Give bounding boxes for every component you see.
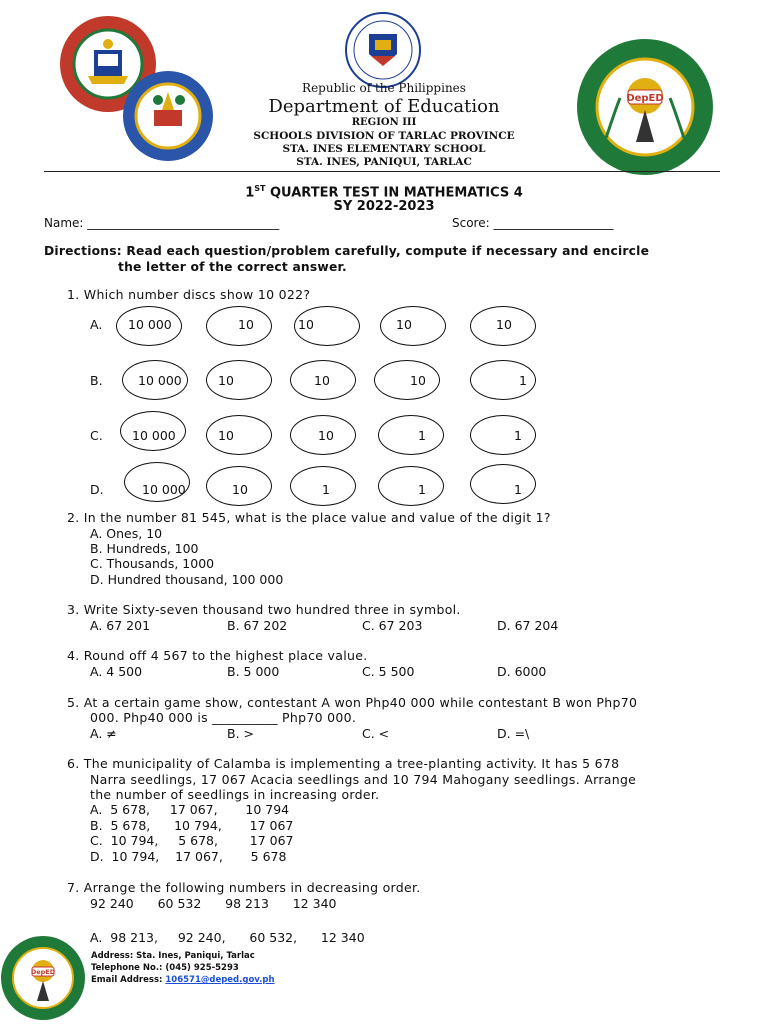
question-2: 2. In the number 81 545, what is the place value and value of the digit 1? (67, 510, 551, 525)
q4-option-d[interactable]: D. 6000 (497, 664, 547, 679)
directions-line-1: Directions: Read each question/problem carefully, compute if necessary and encircle (44, 244, 650, 258)
q7-option-a[interactable]: A. 98 213, 92 240, 60 532, 12 340 (90, 930, 365, 945)
footer-address: Address: Sta. Ines, Paniqui, Tarlac (91, 951, 255, 961)
q5-option-d[interactable]: D. =\ (497, 726, 530, 741)
q3-option-b[interactable]: B. 67 202 (227, 618, 288, 633)
q1-option-a-label[interactable]: A. (90, 317, 103, 332)
q1-a-disc-value: 10 (496, 317, 512, 332)
question-6-line-3: the number of seedlings in increasing order. (90, 787, 380, 802)
q1-b-disc-value: 10 (314, 373, 330, 388)
question-7: 7. Arrange the following numbers in decreasing order. (67, 880, 421, 895)
q1-b-disc-value: 10 (410, 373, 426, 388)
q1-b-disc (374, 360, 440, 400)
q1-c-disc (470, 415, 536, 455)
q1-d-disc (470, 464, 536, 504)
question-6-line-2: Narra seedlings, 17 067 Acacia seedlings and 10 794 Mahogany seedlings. Arrange (90, 772, 637, 787)
name-field[interactable]: Name: ________________________________ (44, 216, 280, 230)
question-3: 3. Write Sixty-seven thousand two hundred three in symbol. (67, 602, 461, 617)
q1-c-disc (378, 415, 444, 455)
q3-option-c[interactable]: C. 67 203 (362, 618, 423, 633)
school-year: SY 2022-2023 (333, 199, 435, 214)
q1-c-disc-value: 10 000 (132, 428, 176, 443)
test-title: 1ST QUARTER TEST IN MATHEMATICS 4 (245, 184, 523, 201)
q5-option-b[interactable]: B. > (227, 726, 254, 741)
division-text: SCHOOLS DIVISION OF TARLAC PROVINCE (253, 130, 515, 142)
question-4: 4. Round off 4 567 to the highest place value. (67, 648, 368, 663)
q1-a-disc (380, 306, 446, 346)
republic-text: Republic of the Philippines (302, 81, 466, 95)
school-seal-footer-logo (0, 935, 86, 1021)
score-field[interactable]: Score: ____________________ (452, 216, 614, 230)
q1-c-disc-value: 10 (318, 428, 334, 443)
q2-option-b[interactable]: B. Hundreds, 100 (90, 541, 199, 556)
q1-d-disc-value: 10 000 (142, 482, 186, 497)
q1-c-disc-value: 1 (418, 428, 426, 443)
q6-option-b[interactable]: B. 5 678, 10 794, 17 067 (90, 818, 294, 833)
q1-b-disc-value: 1 (519, 373, 527, 388)
q5-option-a[interactable]: A. ≠ (90, 726, 117, 741)
school-text: STA. INES ELEMENTARY SCHOOL (282, 143, 486, 155)
question-5-line-1: 5. At a certain game show, contestant A won Php40 000 while contestant B won Php70 (67, 695, 638, 710)
q1-d-disc-value: 1 (418, 482, 426, 497)
q2-option-d[interactable]: D. Hundred thousand, 100 000 (90, 572, 284, 587)
footer-telephone: Telephone No.: (045) 925-5293 (91, 963, 239, 973)
q1-a-disc-value: 10 (238, 317, 254, 332)
q6-option-d[interactable]: D. 10 794, 17 067, 5 678 (90, 849, 287, 864)
q3-option-d[interactable]: D. 67 204 (497, 618, 559, 633)
q1-b-disc-value: 10 000 (138, 373, 182, 388)
q1-d-disc-value: 10 (232, 482, 248, 497)
header-rule (44, 171, 720, 172)
q1-b-disc-value: 10 (218, 373, 234, 388)
directions-line-2: the letter of the correct answer. (118, 260, 347, 274)
question-5-line-2: 000. Php40 000 is __________ Php70 000. (90, 710, 357, 725)
footer-email-link[interactable]: 106571@deped.gov.ph (165, 975, 275, 985)
q1-option-b-label[interactable]: B. (90, 373, 103, 388)
footer-email (91, 975, 275, 985)
q1-d-disc-value: 1 (322, 482, 330, 497)
q1-option-d-label[interactable]: D. (90, 482, 104, 497)
q4-option-a[interactable]: A. 4 500 (90, 664, 143, 679)
q1-c-disc (206, 415, 272, 455)
q1-a-disc-value: 10 000 (128, 317, 172, 332)
q3-option-a[interactable]: A. 67 201 (90, 618, 151, 633)
question-6-line-1: 6. The municipality of Calamba is implementing a tree-planting activity. It has 5 678 (67, 756, 620, 771)
q1-option-c-label[interactable]: C. (90, 428, 103, 443)
svg-text:DepED: DepED (30, 968, 56, 976)
q1-a-disc-value: 10 (396, 317, 412, 332)
department-title: Department of Education (268, 96, 500, 117)
q1-d-disc (378, 466, 444, 506)
footer-email-label: Email Address: (91, 975, 166, 985)
q4-option-b[interactable]: B. 5 000 (227, 664, 280, 679)
q1-b-disc (206, 360, 272, 400)
q2-option-c[interactable]: C. Thousands, 1000 (90, 556, 215, 571)
q1-d-disc-value: 1 (514, 482, 522, 497)
deped-seal-logo (345, 12, 421, 88)
q1-c-disc-value: 1 (514, 428, 522, 443)
svg-text:DepED: DepED (626, 93, 664, 104)
q4-option-c[interactable]: C. 5 500 (362, 664, 415, 679)
address-text: STA. INES, PANIQUI, TARLAC (296, 156, 472, 168)
q2-option-a[interactable]: A. Ones, 10 (90, 526, 163, 541)
q5-option-c[interactable]: C. < (362, 726, 390, 741)
q1-c-disc-value: 10 (218, 428, 234, 443)
q6-option-c[interactable]: C. 10 794, 5 678, 17 067 (90, 833, 294, 848)
q6-option-a[interactable]: A. 5 678, 17 067, 10 794 (90, 802, 290, 817)
region-text: REGION III (351, 117, 417, 128)
question-1: 1. Which number discs show 10 022? (67, 287, 311, 302)
q7-numbers: 92 240 60 532 98 213 12 340 (90, 896, 337, 911)
q1-a-disc-value: 10 (298, 317, 314, 332)
